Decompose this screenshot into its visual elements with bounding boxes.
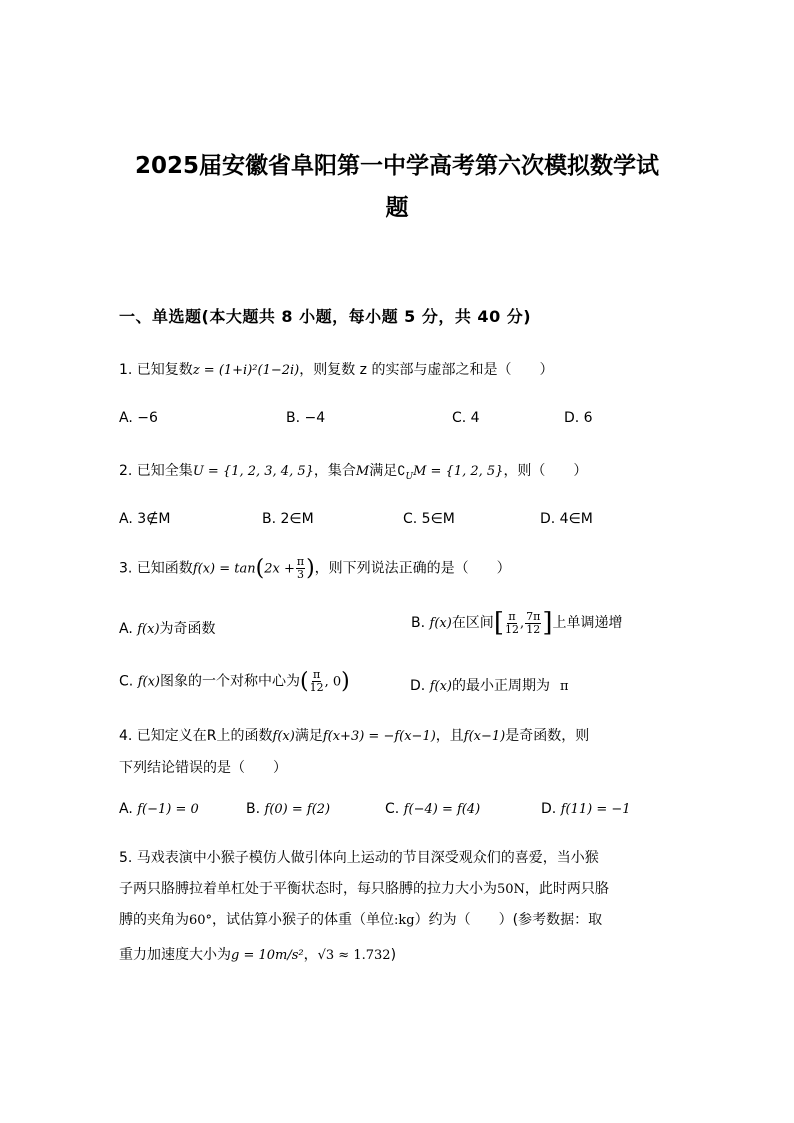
q3-fraction (296, 556, 305, 581)
q4-option-a[interactable] (119, 801, 199, 817)
question-5-line4 (119, 944, 396, 964)
q3-option-b-frac1-den: 12 (504, 622, 519, 636)
q5-sqrt3: √3 ≈ 1.732 (317, 948, 391, 963)
q3-option-c-text: 图象的一个对称中心为 (159, 673, 300, 690)
q3-option-d[interactable] (410, 675, 569, 695)
q3-fraction-num: π (296, 555, 305, 568)
q5-line4-c: ) (390, 947, 397, 963)
question-1 (119, 359, 553, 379)
q2-universal-set: U = {1, 2, 3, 4, 5} (192, 464, 314, 479)
q2-option-c[interactable]: C. 5∈M (403, 511, 455, 527)
q4-mid2: ，且 (435, 728, 464, 744)
q5-gravity: g = 10m/s² (231, 948, 304, 963)
exam-title-line1: 2025届安徽省阜阳第一中学高考第六次模拟数学试 (134, 153, 659, 179)
q4-option-b-formula: f(0) = f(2) (264, 802, 331, 817)
q5-line4-b: ， (303, 947, 318, 963)
q3-option-d-f: f(x) (429, 679, 452, 694)
q4-option-a-label: A. (119, 801, 133, 817)
q3-option-d-label: D. (410, 678, 426, 694)
q1-option-b[interactable]: B. −4 (286, 410, 326, 426)
q3-option-b-frac2-den: 12 (526, 622, 541, 636)
question-4 (119, 725, 589, 745)
q4-option-c[interactable] (385, 801, 480, 817)
question-5-line1: 5. 马戏表演中小猴子模仿人做引体向上运动的节目深受观众们的喜爱，当小猴 (119, 850, 599, 866)
q1-option-a[interactable]: A. −6 (119, 410, 158, 426)
q3-option-b-text1: 在区间 (451, 615, 494, 631)
q3-option-c-f: f(x) (137, 674, 160, 690)
q4-option-b[interactable] (246, 801, 330, 817)
section-heading: 一、单选题(本大题共 8 小题，每小题 5 分，共 40 分) (119, 307, 532, 326)
q5-line3-b: ，试估算小猴子的体重（单位 (212, 912, 395, 928)
question-2 (119, 460, 587, 482)
q3-option-b-frac2-num: 7π (526, 609, 541, 623)
q2-complement-set: M = {1, 2, 5} (413, 464, 504, 479)
q3-option-c-label: C. (119, 673, 134, 690)
q4-option-c-formula: f(−4) = f(4) (403, 802, 481, 817)
q3-inner: 2x + (264, 561, 295, 577)
q2-option-d[interactable]: D. 4∈M (540, 511, 593, 527)
q2-prefix: 2. 已知全集 (119, 463, 193, 479)
q4-equation: f(x+3) = −f(x−1) (322, 729, 436, 744)
q3-option-b-f: f(x) (429, 616, 452, 631)
q3-option-c-frac-den: 12 (309, 681, 324, 694)
question-4-line2: 下列结论错误的是（ ） (119, 760, 287, 776)
q3-option-a[interactable] (119, 618, 216, 638)
q1-option-d[interactable]: D. 6 (564, 410, 593, 426)
q3-option-d-pi: π (559, 679, 569, 694)
q4-option-d-formula: f(11) = −1 (560, 802, 631, 817)
q4-option-b-label: B. (246, 801, 261, 817)
q3-function: f(x) = tan (192, 561, 256, 577)
question-5-line3 (119, 909, 602, 929)
q4-option-a-formula: f(−1) = 0 (137, 802, 199, 817)
q2-set-m: M (355, 464, 370, 479)
q5-line4-a: 重力加速度大小为 (119, 947, 231, 963)
q2-mid: ，集合 (313, 463, 356, 479)
q4-option-d-label: D. (541, 801, 557, 817)
q3-suffix: ，则下列说法正确的是（ ） (314, 560, 511, 577)
q1-option-c[interactable]: C. 4 (452, 410, 480, 426)
q3-option-b-frac1-num: π (508, 609, 516, 623)
q2-option-b[interactable]: B. 2∈M (262, 511, 314, 527)
q4-fx1: f(x−1) (463, 729, 506, 744)
q5-line3-c: ）约为（ ）(参考数据：取 (414, 912, 603, 928)
q3-option-c-zero: , 0 (324, 674, 342, 690)
q1-suffix: ，则复数 z 的实部与虚部之和是（ ） (299, 362, 554, 378)
q3-option-b-frac2 (525, 611, 541, 636)
q3-option-b[interactable]: B. f(x)在区间[ $\frac{\pi}{12}$ , $\frac{7\pi}{12}$ ]上单调递增 (411, 608, 623, 638)
q3-option-d-text: 的最小正周期为 (451, 678, 550, 694)
question-3: 3. 已知函数f(x) = tan(2x + $\frac{\pi}{3}$ )，则下列说法正确的是（ ） (119, 555, 511, 581)
q1-formula: z = (1+i)²(1−2i) (192, 363, 300, 378)
q4-prefix: 4. 已知定义在R上的函数 (119, 728, 273, 744)
q2-complement-symbol: ∁ (397, 464, 406, 479)
q5-force: 50N (497, 882, 525, 897)
q2-mid2: 满足 (369, 463, 398, 479)
q3-option-c-frac (310, 669, 324, 694)
q4-option-d[interactable] (541, 801, 631, 817)
exam-title-line2: 题 (385, 195, 409, 221)
q4-option-c-label: C. (385, 801, 400, 817)
q4-mid1: 满足 (294, 728, 323, 744)
q5-line3-a: 膊的夹角为 (119, 912, 189, 928)
q3-option-c[interactable]: C. f(x)图象的一个对称中心为( $\frac{\pi}{12}$ , 0) (119, 668, 350, 694)
q3-fraction-den: 3 (296, 568, 304, 581)
q3-option-a-f: f(x) (137, 622, 160, 637)
q5-angle: 60° (189, 913, 213, 928)
q2-complement-sub: U (405, 471, 414, 482)
q3-option-a-label: A. (119, 621, 133, 637)
q3-option-c-frac-num: π (312, 668, 321, 681)
q3-prefix: 3. 已知函数 (119, 560, 193, 577)
q1-prefix: 1. 已知复数 (119, 362, 193, 378)
q5-unit: :kg (394, 913, 415, 928)
q3-option-a-text: 为奇函数 (159, 621, 216, 637)
q2-suffix: ，则（ ） (503, 463, 588, 479)
q3-option-b-text2: 上单调递增 (552, 615, 623, 631)
question-5-line2 (119, 878, 609, 898)
q2-option-a[interactable]: A. 3∉M (119, 511, 171, 527)
q5-line2-a: 子两只胳膊拉着单杠处于平衡状态时，每只胳膊的拉力大小为 (119, 881, 497, 897)
q4-fx: f(x) (272, 729, 295, 744)
q3-option-b-frac1 (505, 611, 519, 636)
q5-line2-b: ，此时两只胳 (524, 881, 609, 897)
q4-suffix: 是奇函数，则 (505, 728, 590, 744)
q3-option-b-label: B. (411, 615, 426, 631)
